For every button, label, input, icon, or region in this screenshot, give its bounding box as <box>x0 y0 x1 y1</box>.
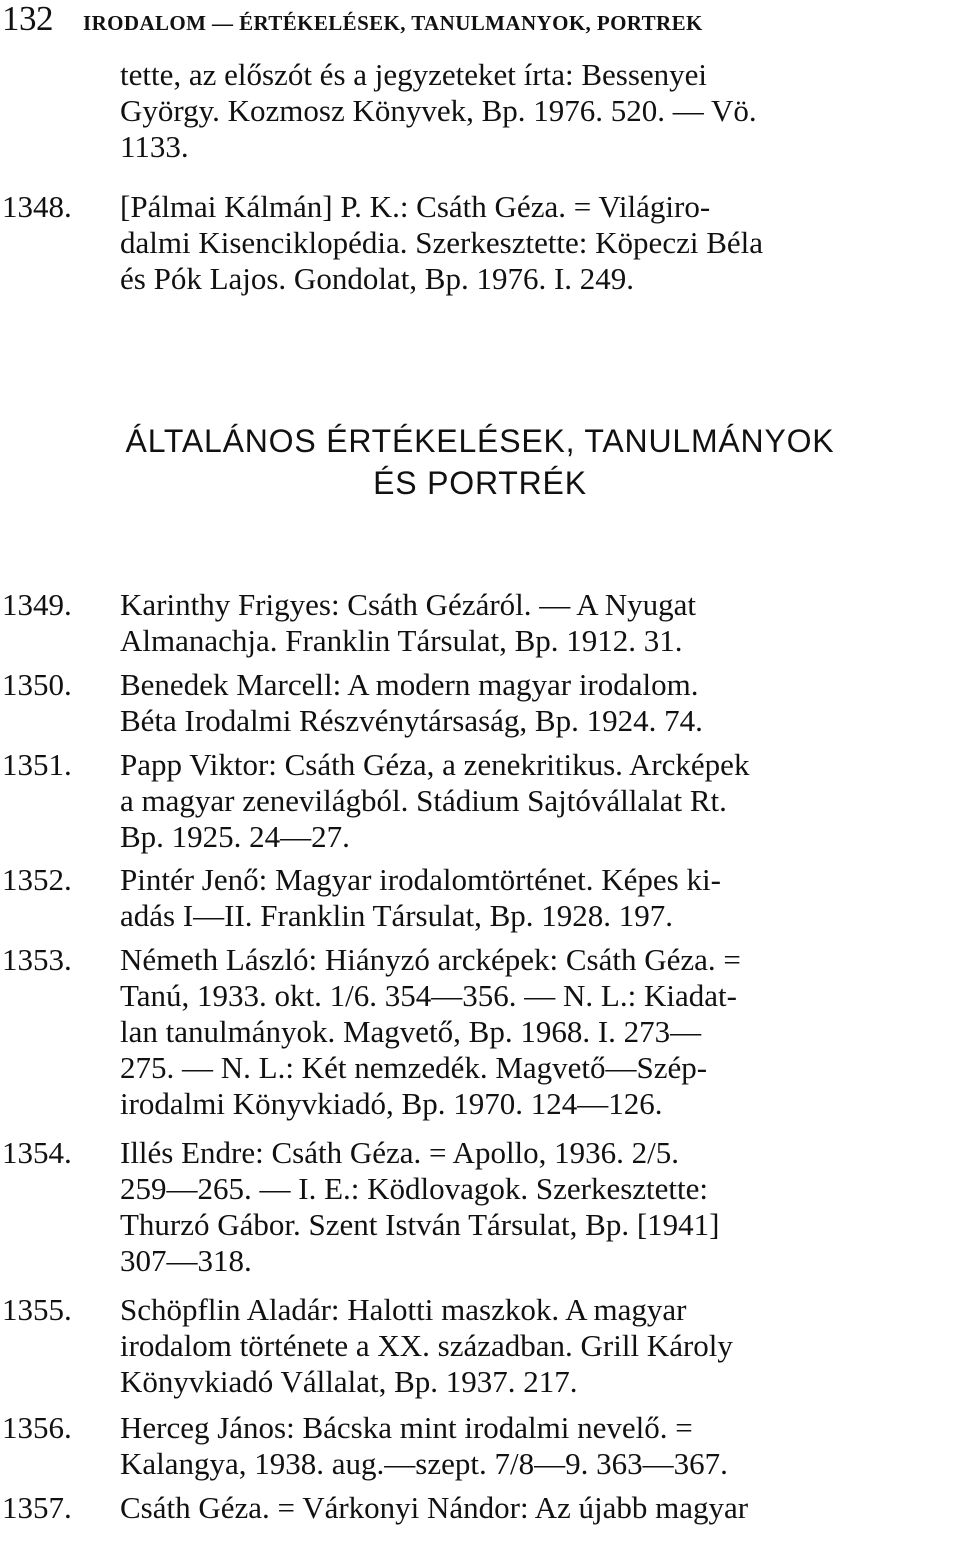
entry-line: tette, az előszót és a jegyzeteket írta: Bessenyei <box>120 57 708 92</box>
entry-line: irodalom története a XX. században. Grill Károly <box>120 1328 733 1363</box>
section-heading-line: ÉS PORTRÉK <box>373 465 587 501</box>
entry-body <box>120 862 952 934</box>
entry-line: és Pók Lajos. Gondolat, Bp. 1976. I. 249. <box>120 261 635 296</box>
entry-line: a magyar zenevilágból. Stádium Sajtóvállalat Rt. <box>120 783 727 818</box>
section-heading <box>0 420 960 504</box>
entry-line: [Pálmai Kálmán] P. K.: Csáth Géza. = Világiro- <box>120 189 711 224</box>
entry-line: Tanú, 1933. okt. 1/6. 354—356. — N. L.: Kiadat- <box>120 978 737 1013</box>
entry-line: Németh László: Hiányzó arcképek: Csáth Géza. = <box>120 942 741 977</box>
entry-line: Csáth Géza. = Várkonyi Nándor: Az újabb magyar <box>120 1490 749 1525</box>
entry-line: Karinthy Frigyes: Csáth Gézáról. — A Nyugat <box>120 587 696 622</box>
entry-line: Kalangya, 1938. aug.—szept. 7/8—9. 363—367. <box>120 1446 728 1481</box>
entry-line: 307—318. <box>120 1243 252 1278</box>
entry-line: 275. — N. L.: Két nemzedék. Magvető—Szép- <box>120 1050 708 1085</box>
entry-body <box>120 667 952 739</box>
entry-line: Bp. 1925. 24—27. <box>120 819 350 854</box>
entry-number: 1351. <box>2 747 72 782</box>
entry-line: irodalmi Könyvkiadó, Bp. 1970. 124—126. <box>120 1086 663 1121</box>
running-head <box>2 0 952 38</box>
entry-line: adás I—II. Franklin Társulat, Bp. 1928. 197. <box>120 898 674 933</box>
entry-body <box>120 1410 952 1482</box>
entry-body <box>120 747 952 855</box>
entry-line: lan tanulmányok. Magvető, Bp. 1968. I. 273— <box>120 1014 702 1049</box>
section-heading-line: ÁLTALÁNOS ÉRTÉKELÉSEK, TANULMÁNYOK <box>125 423 835 459</box>
entry-body <box>120 1135 952 1279</box>
entry-number: 1353. <box>2 942 72 977</box>
running-title: IRODALOM — ÉRTÉKELÉSEK, TANULMANYOK, PORTREK <box>83 11 703 35</box>
entry-line: 1133. <box>120 129 189 164</box>
entry-number: 1356. <box>2 1410 72 1445</box>
entry-number: 1352. <box>2 862 72 897</box>
entry-body <box>120 1292 952 1400</box>
entry-line: Benedek Marcell: A modern magyar irodalom. <box>120 667 699 702</box>
entry-body <box>120 587 952 659</box>
entry-line: Herceg János: Bácska mint irodalmi nevelő. = <box>120 1410 693 1445</box>
entry-line: Schöpflin Aladár: Halotti maszkok. A magyar <box>120 1292 687 1327</box>
entry-line: Könyvkiadó Vállalat, Bp. 1937. 217. <box>120 1364 578 1399</box>
entry-number: 1350. <box>2 667 72 702</box>
entry-line: Béta Irodalmi Részvénytársaság, Bp. 1924. 74. <box>120 703 703 738</box>
entry-line: Thurzó Gábor. Szent István Társulat, Bp. [1941] <box>120 1207 720 1242</box>
entry-body <box>120 57 952 165</box>
entry-line: Almanachja. Franklin Társulat, Bp. 1912. 31. <box>120 623 683 658</box>
page-number: 132 <box>2 0 53 38</box>
entry-number: 1355. <box>2 1292 72 1327</box>
entry-line: György. Kozmosz Könyvek, Bp. 1976. 520. — Vö. <box>120 93 757 128</box>
entry-body <box>120 189 952 297</box>
entry-line: Papp Viktor: Csáth Géza, a zenekritikus. Arcképek <box>120 747 750 782</box>
entry-number: 1348. <box>2 189 72 224</box>
entry-body <box>120 1490 952 1526</box>
entry-line: dalmi Kisenciklopédia. Szerkesztette: Köpeczi Béla <box>120 225 764 260</box>
entry-number: 1354. <box>2 1135 72 1170</box>
entry-number: 1349. <box>2 587 72 622</box>
entry-number: 1357. <box>2 1490 72 1525</box>
entry-line: 259—265. — I. E.: Ködlovagok. Szerkesztette: <box>120 1171 709 1206</box>
entry-line: Illés Endre: Csáth Géza. = Apollo, 1936. 2/5. <box>120 1135 680 1170</box>
entry-body <box>120 942 952 1122</box>
entry-line: Pintér Jenő: Magyar irodalomtörténet. Képes ki- <box>120 862 721 897</box>
